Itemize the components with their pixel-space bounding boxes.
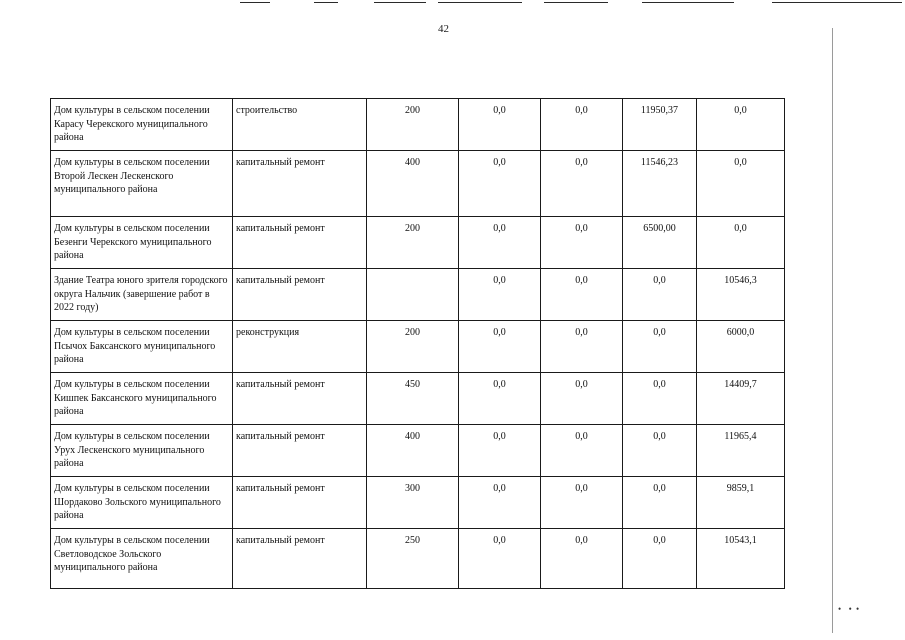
- value-cell-5: 0,0: [541, 373, 623, 425]
- value-cell-4: 0,0: [459, 321, 541, 373]
- value-cell-6: 0,0: [623, 477, 697, 529]
- objects-table: [50, 98, 785, 589]
- value-cell-3: 300: [367, 477, 459, 529]
- value-cell-4: 0,0: [459, 425, 541, 477]
- value-cell-3: [367, 269, 459, 321]
- value-cell-3: 450: [367, 373, 459, 425]
- work-type-cell: капитальный ремонт: [233, 373, 367, 425]
- work-type-cell: капитальный ремонт: [233, 217, 367, 269]
- value-cell-3: 400: [367, 425, 459, 477]
- top-rule-2: [314, 2, 338, 3]
- table-row: [51, 99, 785, 151]
- value-cell-7: 10546,3: [697, 269, 785, 321]
- value-cell-5: 0,0: [541, 151, 623, 217]
- value-cell-7: 11965,4: [697, 425, 785, 477]
- table-row: [51, 217, 785, 269]
- work-type-cell: капитальный ремонт: [233, 425, 367, 477]
- value-cell-4: 0,0: [459, 269, 541, 321]
- table-row: [51, 151, 785, 217]
- value-cell-7: 6000,0: [697, 321, 785, 373]
- object-name-cell: Дом культуры в сельском поселении Безенги Черекского муниципального района: [51, 217, 233, 269]
- value-cell-4: 0,0: [459, 99, 541, 151]
- table-row: [51, 425, 785, 477]
- value-cell-6: 0,0: [623, 269, 697, 321]
- table-row: [51, 477, 785, 529]
- object-name-cell: Дом культуры в сельском поселении Кишпек Баксанского муниципального района: [51, 373, 233, 425]
- page-number: 42: [438, 23, 449, 35]
- top-rule-7: [772, 2, 902, 3]
- value-cell-4: 0,0: [459, 151, 541, 217]
- value-cell-5: 0,0: [541, 425, 623, 477]
- value-cell-5: 0,0: [541, 321, 623, 373]
- value-cell-7: 0,0: [697, 151, 785, 217]
- work-type-cell: реконструкция: [233, 321, 367, 373]
- object-name-cell: Дом культуры в сельском поселении Шордаково Зольского муниципального района: [51, 477, 233, 529]
- value-cell-6: 0,0: [623, 373, 697, 425]
- value-cell-7: 14409,7: [697, 373, 785, 425]
- value-cell-5: 0,0: [541, 99, 623, 151]
- value-cell-6: 0,0: [623, 529, 697, 589]
- value-cell-4: 0,0: [459, 477, 541, 529]
- value-cell-3: 200: [367, 217, 459, 269]
- value-cell-5: 0,0: [541, 477, 623, 529]
- scan-margin-mark: • • •: [838, 604, 861, 614]
- work-type-cell: капитальный ремонт: [233, 269, 367, 321]
- object-name-cell: Дом культуры в сельском поселении Псычох Баксанского муниципального района: [51, 321, 233, 373]
- work-type-cell: капитальный ремонт: [233, 529, 367, 589]
- value-cell-3: 400: [367, 151, 459, 217]
- table-row: [51, 321, 785, 373]
- value-cell-5: 0,0: [541, 269, 623, 321]
- value-cell-6: 0,0: [623, 321, 697, 373]
- value-cell-3: 200: [367, 321, 459, 373]
- object-name-cell: Дом культуры в сельском поселении Урух Лескенского муниципального района: [51, 425, 233, 477]
- object-name-cell: Дом культуры в сельском поселении Светловодское Зольского муниципального района: [51, 529, 233, 589]
- value-cell-5: 0,0: [541, 529, 623, 589]
- top-rule-3: [374, 2, 426, 3]
- value-cell-6: 0,0: [623, 425, 697, 477]
- top-rule-1: [240, 2, 270, 3]
- value-cell-4: 0,0: [459, 373, 541, 425]
- value-cell-3: 200: [367, 99, 459, 151]
- table-row: [51, 373, 785, 425]
- value-cell-7: 0,0: [697, 99, 785, 151]
- table-row: [51, 529, 785, 589]
- value-cell-4: 0,0: [459, 217, 541, 269]
- top-rule-4: [438, 2, 522, 3]
- value-cell-7: 9859,1: [697, 477, 785, 529]
- table-row: [51, 269, 785, 321]
- value-cell-6: 11950,37: [623, 99, 697, 151]
- top-rule-5: [544, 2, 608, 3]
- value-cell-3: 250: [367, 529, 459, 589]
- work-type-cell: капитальный ремонт: [233, 151, 367, 217]
- object-name-cell: Дом культуры в сельском поселении Карасу Черекского муниципального района: [51, 99, 233, 151]
- value-cell-5: 0,0: [541, 217, 623, 269]
- value-cell-6: 11546,23: [623, 151, 697, 217]
- top-rule-6: [642, 2, 734, 3]
- value-cell-4: 0,0: [459, 529, 541, 589]
- value-cell-7: 0,0: [697, 217, 785, 269]
- work-type-cell: строительство: [233, 99, 367, 151]
- object-name-cell: Дом культуры в сельском поселении Второй Лескен Лескенского муниципального района: [51, 151, 233, 217]
- value-cell-6: 6500,00: [623, 217, 697, 269]
- object-name-cell: Здание Театра юного зрителя городского округа Нальчик (завершение работ в 2022 году): [51, 269, 233, 321]
- work-type-cell: капитальный ремонт: [233, 477, 367, 529]
- scan-margin-line: [832, 28, 833, 633]
- value-cell-7: 10543,1: [697, 529, 785, 589]
